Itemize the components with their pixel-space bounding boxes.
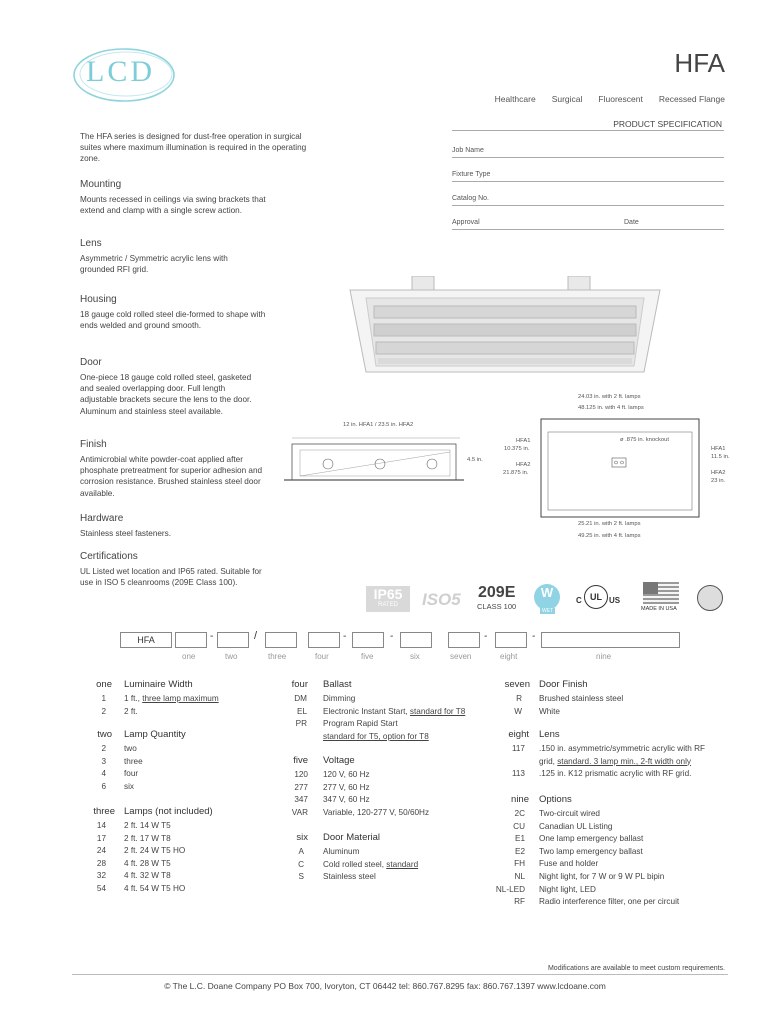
- code: 113: [511, 769, 525, 779]
- code: PR: [295, 719, 307, 729]
- option-three-heading: Lamps (not included): [124, 806, 213, 817]
- page-title: HFA: [674, 48, 725, 78]
- side-width-dim: 12 in. HFA1 / 23.5 in. HFA2: [343, 422, 414, 428]
- option-two-num: two: [97, 729, 112, 740]
- sep-2: /: [254, 630, 258, 642]
- code: NL-LED: [495, 884, 525, 894]
- desc: two: [124, 744, 137, 753]
- modifications-note: Modifications are available to meet custom requirements.: [547, 965, 725, 972]
- code: 28: [96, 858, 106, 868]
- code: E1: [514, 834, 525, 844]
- desc: 4 ft. 32 W T8: [124, 871, 171, 881]
- code-box-nine[interactable]: [541, 632, 680, 648]
- option-three-num: three: [93, 806, 115, 817]
- option-nine-descs: [539, 808, 679, 909]
- hardware-section: [80, 513, 280, 539]
- hfa2-left-value: 21.875 in.: [503, 470, 529, 476]
- desc-text: Electronic Instant Start,: [323, 706, 410, 716]
- option-eight-num: eight: [508, 729, 529, 740]
- option-three-codes: [80, 820, 106, 896]
- code-label-three: three: [268, 652, 287, 661]
- ip65-rated: RATED: [378, 602, 398, 608]
- fixture-photo: [344, 276, 666, 376]
- desc: White: [539, 706, 560, 716]
- made-in-usa: MADE IN USA: [641, 606, 677, 612]
- class100-text: CLASS 100: [477, 602, 517, 611]
- desc: six: [124, 781, 135, 791]
- mounting-heading: Mounting: [80, 179, 122, 190]
- date-label: Date: [624, 219, 639, 226]
- code: 347: [294, 795, 308, 805]
- catalog-code-builder: [120, 632, 680, 662]
- option-eight-descs: [539, 743, 705, 781]
- tag-recessed-flange: Recessed Flange: [658, 94, 725, 104]
- union-seal-icon: [697, 585, 723, 611]
- option-five-num: five: [293, 755, 308, 766]
- desc: 4 ft. 28 W T5: [124, 858, 171, 868]
- desc: Fuse and holder: [539, 859, 599, 869]
- hfa1-right-label: HFA1: [711, 446, 726, 452]
- tag-surgical: Surgical: [551, 94, 583, 104]
- tag-fluorescent: Fluorescent: [598, 94, 643, 104]
- knockout-dim: ø .875 in. knockout: [620, 437, 669, 443]
- desc: 4 ft. 54 W T5 HO: [124, 883, 186, 893]
- housing-section: [80, 294, 280, 331]
- code-box-two[interactable]: [217, 632, 249, 648]
- desc-underlined: standard. 3 lamp min., 2-ft width only: [557, 756, 691, 766]
- code: 17: [96, 833, 106, 843]
- desc: three: [124, 756, 143, 766]
- desc: standard for T5, option for T8: [323, 731, 429, 741]
- code: 117: [511, 744, 525, 753]
- code: 3: [101, 756, 106, 766]
- tag-healthcare: Healthcare: [494, 94, 536, 104]
- desc: .125 in. K12 prismatic acrylic with RF grid.: [539, 769, 692, 779]
- code: VAR: [291, 807, 308, 817]
- option-one-codes: [80, 693, 106, 718]
- code-prefix: HFA: [120, 632, 172, 648]
- code: 14: [96, 821, 106, 830]
- code-box-eight[interactable]: [495, 632, 527, 648]
- usa-flag-icon: [643, 582, 679, 604]
- option-two-descs: [124, 743, 143, 793]
- code: 277: [294, 782, 308, 792]
- desc: 2 ft. 24 W T5 HO: [124, 846, 186, 856]
- top-dim-4ft: 48.125 in. with 4 ft. lamps: [578, 405, 644, 411]
- code-box-three[interactable]: [265, 632, 297, 648]
- desc: [323, 859, 418, 872]
- product-spec-heading: PRODUCT SPECIFICATION: [613, 119, 722, 129]
- fixture-type-field[interactable]: [452, 169, 724, 182]
- option-one-descs: [124, 693, 219, 718]
- top-dim-2ft: 24.03 in. with 2 ft. lamps: [578, 394, 641, 400]
- mounting-text: Mounts recessed in ceilings via swing brackets that extend and clamp with a single screw action.: [80, 195, 266, 216]
- option-four-heading: Ballast: [323, 679, 352, 690]
- option-eight-codes: [496, 743, 525, 781]
- catalog-no-field[interactable]: [452, 193, 724, 206]
- desc-underlined: three lamp maximum: [142, 694, 219, 703]
- code: 1: [101, 694, 106, 703]
- desc: [323, 706, 465, 719]
- lens-heading: Lens: [80, 238, 102, 249]
- code-label-one: one: [182, 652, 196, 661]
- desc: Two lamp emergency ballast: [539, 846, 643, 856]
- desc: 1 ft., three lamp maximum: [124, 694, 219, 703]
- code: R: [516, 694, 522, 703]
- code: 2: [101, 706, 106, 716]
- bottom-dim-2ft: 25.21 in. with 2 ft. lamps: [578, 521, 641, 527]
- code-label-two: two: [225, 652, 238, 661]
- option-nine-codes: [496, 808, 525, 909]
- desc-underlined: standard for T8: [409, 706, 466, 716]
- hfa1-right-value: 11.5 in.: [711, 454, 730, 460]
- sep-1: -: [210, 631, 214, 642]
- side-height-dim: 4.5 in.: [467, 457, 483, 463]
- desc: Stainless steel: [323, 872, 376, 882]
- option-six-descs: [323, 846, 418, 884]
- hfa2-left-label: HFA2: [516, 462, 531, 468]
- desc: Aluminum: [323, 847, 360, 856]
- code: E2: [514, 846, 525, 856]
- sep-6: -: [532, 631, 536, 642]
- certifications-section: [80, 551, 280, 588]
- approval-field[interactable]: [452, 217, 724, 230]
- option-two-codes: [80, 743, 106, 793]
- desc: 2 ft. 17 W T8: [124, 833, 171, 843]
- hfa1-left-value: 10.375 in.: [504, 446, 530, 452]
- desc: Dimming: [323, 694, 356, 703]
- desc: four: [124, 769, 139, 779]
- wet-w: W: [540, 585, 554, 600]
- lens-section: [80, 238, 280, 275]
- option-one-num: one: [96, 679, 112, 690]
- spec-top-rule: [452, 130, 724, 131]
- ul-c: C: [576, 596, 582, 605]
- desc: One lamp emergency ballast: [539, 834, 644, 844]
- option-six-heading: Door Material: [323, 832, 381, 843]
- code-label-nine: nine: [596, 652, 612, 661]
- option-five-heading: Voltage: [323, 755, 355, 766]
- option-four-descs: [323, 693, 465, 743]
- bottom-dim-4ft: 49.25 in. with 4 ft. lamps: [578, 533, 641, 539]
- code: CU: [513, 821, 525, 831]
- option-three-descs: [124, 820, 185, 896]
- approval-label: Approval: [452, 219, 480, 226]
- ul-us: US: [609, 596, 621, 605]
- code-label-six: six: [410, 652, 420, 661]
- footer-contact: © The L.C. Doane Company PO Box 700, Ivoryton, CT 06442 tel: 860.767.8295 fax: 860.767.1397 www.lcdoane.com: [164, 981, 606, 991]
- desc: Radio interference filter, one per circuit: [539, 897, 680, 907]
- desc: Canadian UL Listing: [539, 821, 613, 831]
- option-five-descs: [323, 769, 429, 819]
- desc: Night light, for 7 W or 9 W PL bipin: [539, 871, 665, 881]
- desc: Two-circuit wired: [539, 809, 600, 818]
- desc: Program Rapid Start: [323, 719, 398, 729]
- hfa1-left-label: HFA1: [516, 438, 531, 444]
- certifications-text: UL Listed wet location and IP65 rated. Suitable for use in ISO 5 cleanrooms (209E Class 100).: [80, 567, 262, 588]
- code-label-four: four: [315, 652, 329, 661]
- code-label-seven: seven: [450, 652, 472, 661]
- code: A: [298, 847, 304, 856]
- option-six-num: six: [296, 832, 308, 843]
- desc-text: Cold rolled steel,: [323, 859, 387, 869]
- hfa2-right-label: HFA2: [711, 470, 726, 476]
- code: S: [298, 872, 304, 882]
- desc: Night light, LED: [539, 884, 596, 894]
- option-four-codes: [280, 693, 307, 731]
- code: W: [514, 706, 522, 716]
- housing-heading: Housing: [80, 294, 117, 305]
- desc: 2 ft. 14 W T5: [124, 821, 171, 830]
- option-seven-codes: [496, 693, 522, 718]
- door-text: One-piece 18 gauge cold rolled steel, gasketed and sealed overlapping door. Full length adjustable brackets secure the lens to the door. Aluminum and stainless steel available.: [80, 373, 252, 416]
- option-six-codes: [280, 846, 304, 884]
- finish-section: [80, 439, 280, 499]
- lens-text: Asymmetric / Symmetric acrylic lens with grounded RFI grid.: [80, 254, 228, 275]
- code: 6: [101, 781, 106, 791]
- iso5-badge: ISO5: [422, 590, 461, 609]
- option-nine-num: nine: [511, 794, 529, 805]
- category-tags: [495, 94, 725, 104]
- sep-5: -: [484, 631, 488, 642]
- ip65-text: IP65: [373, 586, 403, 602]
- code: 24: [96, 846, 106, 856]
- job-name-field[interactable]: [452, 145, 724, 158]
- housing-text: 18 gauge cold rolled steel die-formed to shape with ends welded and ground smooth.: [80, 310, 266, 331]
- desc: Brushed stainless steel: [539, 694, 624, 703]
- wet-label: WET: [542, 608, 554, 614]
- door-heading: Door: [80, 357, 102, 368]
- desc: .150 in. asymmetric/symmetric acrylic with RF: [539, 744, 706, 753]
- code: 54: [96, 883, 106, 893]
- mounting-section: [80, 179, 280, 216]
- option-five-codes: [280, 769, 308, 819]
- intro-text: The HFA series is designed for dust-free operation in surgical suites where maximum illumination is required in the operating zone.: [80, 132, 307, 163]
- footer-divider: [72, 974, 728, 975]
- code: DM: [294, 694, 307, 703]
- code: NL: [514, 871, 525, 881]
- code: 4: [101, 769, 106, 779]
- desc: 2 ft.: [124, 706, 138, 716]
- code-label-eight: eight: [500, 652, 518, 661]
- hfa2-right-value: 23 in.: [711, 478, 726, 484]
- desc: 120 V, 60 Hz: [323, 770, 370, 779]
- job-name-label: Job Name: [452, 147, 484, 154]
- front-view-drawing: [540, 418, 700, 518]
- code: 2C: [514, 809, 525, 818]
- option-seven-num: seven: [504, 679, 530, 690]
- wet-badge: [534, 584, 560, 610]
- code: [496, 756, 525, 769]
- hardware-text: Stainless steel fasteners.: [80, 529, 172, 538]
- option-four-num: four: [291, 679, 308, 690]
- sep-3: -: [343, 631, 347, 642]
- option-seven-descs: [539, 693, 623, 718]
- finish-heading: Finish: [80, 439, 107, 450]
- finish-text: Antimicrobial white powder-coat applied after phosphate pretreatment for superior adhesion and corrosion resistance. Brushed stainless steel door available.: [80, 455, 263, 498]
- company-logo: [72, 45, 182, 105]
- door-section: [80, 357, 280, 417]
- certifications-heading: Certifications: [80, 551, 138, 562]
- option-seven-heading: Door Finish: [539, 679, 588, 690]
- option-two-heading: Lamp Quantity: [124, 729, 186, 740]
- code-box-five[interactable]: [352, 632, 384, 648]
- code-label-five: five: [361, 652, 374, 661]
- code: RF: [514, 897, 525, 907]
- desc: 277 V, 60 Hz: [323, 782, 370, 792]
- code: FH: [514, 859, 525, 869]
- 209e-badge: 209E: [478, 584, 516, 601]
- code: 2: [101, 744, 106, 753]
- code-box-four[interactable]: [308, 632, 340, 648]
- ul-logo: UL: [584, 585, 608, 609]
- logo-text: LCD: [86, 55, 155, 88]
- code-box-seven[interactable]: [448, 632, 480, 648]
- code: 32: [96, 871, 106, 881]
- code-box-one[interactable]: [175, 632, 207, 648]
- ip65-badge: [366, 586, 410, 612]
- desc: Variable, 120-277 V, 50/60Hz: [323, 807, 430, 817]
- code: EL: [296, 706, 307, 716]
- code: C: [298, 859, 304, 869]
- sep-4: -: [390, 631, 394, 642]
- certification-badges: [366, 582, 726, 618]
- option-eight-heading: Lens: [539, 729, 560, 740]
- option-nine-heading: Options: [539, 794, 572, 805]
- desc: grid, standard. 3 lamp min., 2-ft width only: [539, 756, 691, 766]
- desc-underlined: standard: [386, 859, 419, 869]
- code: 120: [294, 770, 308, 779]
- desc: 347 V, 60 Hz: [323, 795, 370, 805]
- code-box-six[interactable]: [400, 632, 432, 648]
- catalog-no-label: Catalog No.: [452, 195, 489, 202]
- fixture-type-label: Fixture Type: [452, 171, 491, 178]
- side-view-drawing: [284, 434, 464, 484]
- hardware-heading: Hardware: [80, 513, 124, 524]
- option-one-heading: Luminaire Width: [124, 679, 193, 690]
